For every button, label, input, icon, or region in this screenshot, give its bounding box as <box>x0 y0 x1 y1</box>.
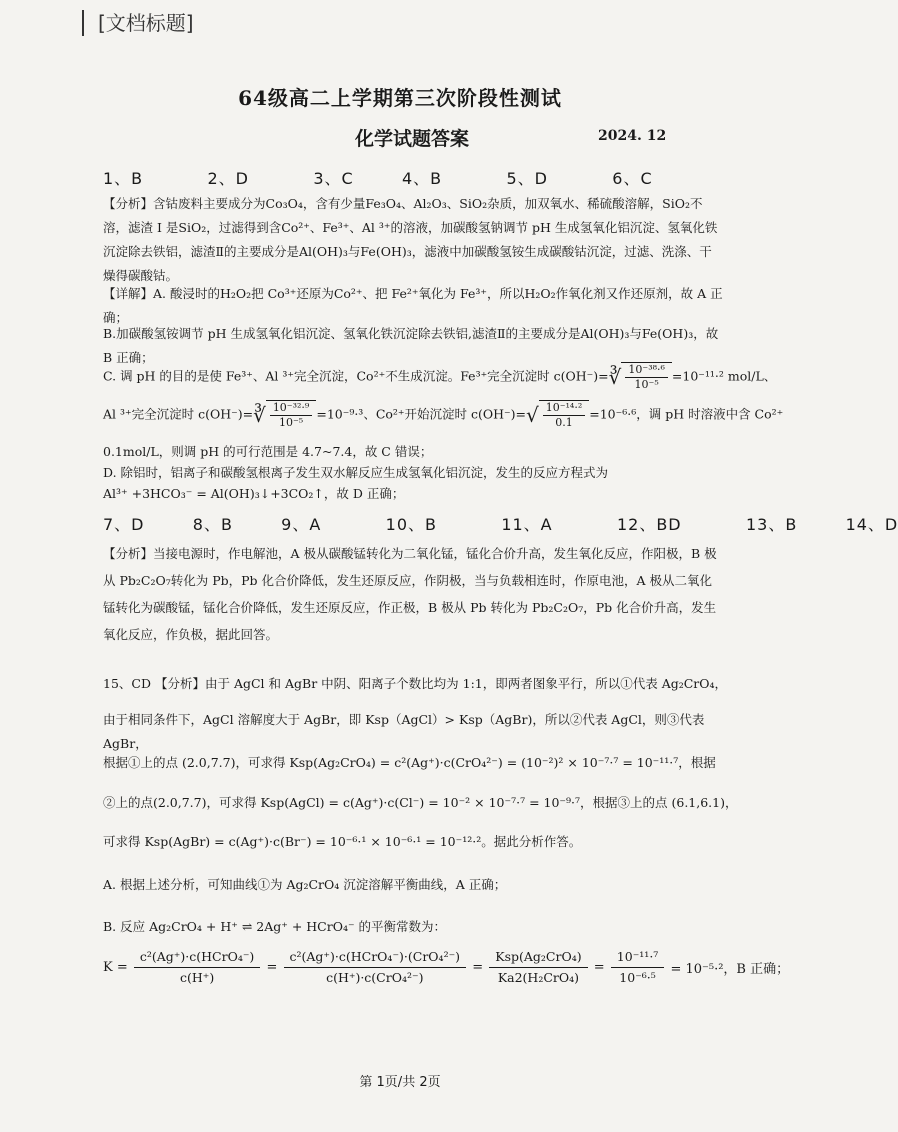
answers-7-14: 7、D 8、B 9、A 10、B 11、A 12、BD 13、B 14、D <box>103 515 898 534</box>
k-fraction-2 <box>284 947 467 988</box>
equals-sign: = <box>472 960 484 975</box>
exam-date: 2024. 12 <box>598 128 667 144</box>
fraction-denominator: 10⁻⁶·⁵ <box>619 970 656 985</box>
detail-paragraph-d: D. 除铝时，铝离子和碳酸氢根离子发生双水解反应生成氢氧化铝沉淀，发生的反应方程式为 <box>103 465 609 480</box>
k-result: = 10⁻⁵·²，B 正确； <box>670 962 790 977</box>
fraction-fe <box>625 363 668 392</box>
c-line1-end: =10⁻¹¹·² mol/L、 <box>671 368 777 384</box>
q15-line-1: 15、CD 【分析】由于 AgCl 和 AgBr 中阴、阳离子个数比均为 1:1，即两者图象平行，所以①代表 Ag₂CrO₄， <box>103 676 728 691</box>
equilibrium-constant-equation <box>103 947 789 1007</box>
fraction-numerator: Ksp(Ag₂CrO₄) <box>489 947 587 968</box>
page-footer: 第 1页/共 2页 <box>359 1075 441 1090</box>
answers-1-6: 1、B 2、D 3、C 4、B 5、D 6、C <box>103 169 653 188</box>
fraction-numerator: 10⁻¹⁴·² <box>543 401 586 416</box>
q15-line-2: 由于相同条件下，AgCl 溶解度大于 AgBr，即 Ksp（AgCl）> Ksp（AgBr)，所以②代表 AgCl，则③代表 AgBr， <box>103 712 705 751</box>
fraction-numerator: 10⁻¹¹·⁷ <box>611 947 665 968</box>
answer-subtitle: 化学试题答案 <box>355 128 470 150</box>
q15-line-4: ②上的点(2.0,7.7)，可求得 Ksp(AgCl) = c(Ag⁺)·c(Cl⁻) = 10⁻² × 10⁻⁷·⁷ = 10⁻⁹·⁷，根据③上的点 (6.1,6.1)， <box>103 795 738 810</box>
exam-title: 64级高二上学期第三次阶段性测试 <box>238 86 562 110</box>
c-line2-start: Al ³⁺完全沉淀时 c(OH⁻)= <box>103 406 254 422</box>
detail-paragraph-c-line2: Al ³⁺完全沉淀时 c(OH⁻)=∛ $\frac{\text{10⁻³²·⁹}}{\text{10⁻⁵}}$ =10⁻⁹·³、Co²⁺开始沉淀时 c(OH⁻)=√ $\frac{\text{10⁻¹⁴·²}}{0.1}$ =10⁻⁶·⁶，调 pH 时溶液中含 Co²⁺ <box>103 401 784 429</box>
q15-line-3: 根据①上的点 (2.0,7.7)，可求得 Ksp(Ag₂CrO₄) = c²(Ag⁺)·c(CrO₄²⁻) = (10⁻²)² × 10⁻⁷·⁷ = 10⁻¹¹·⁷，根据 <box>103 755 716 770</box>
k-lhs: K = <box>103 960 128 975</box>
detail-paragraph-c-line3: 0.1mol/L，则调 pH 的可行范围是 4.7~7.4，故 C 错误； <box>103 444 433 459</box>
k-fraction-1 <box>134 947 260 988</box>
fraction-co <box>543 401 586 430</box>
analysis-paragraph-1: 【分析】含钴废料主要成分为Co₃O₄，含有少量Fe₃O₄、Al₂O₃、SiO₂杂质，加双氧水、稀硫酸溶解，SiO₂不溶，滤渣 I 是SiO₂，过滤得到含Co²⁺、Fe³⁺、Al ³⁺的溶液，加碳酸氢钠调节 pH 生成氢氧化铝沉淀、氢氧化铁沉淀除去铁铝，滤渣Ⅱ的主要成分是Al(OH)₃与Fe(OH)₃，滤液中加碳酸氢铵生成碳酸钴沉淀，过滤、洗涤、干燥得碳酸钴。 <box>103 196 718 283</box>
fraction-denominator: Ka2(H₂CrO₄) <box>497 970 580 985</box>
equals-sign: = <box>593 960 605 975</box>
option-b-intro: B. 反应 Ag₂CrO₄ + H⁺ ⇌ 2Ag⁺ + HCrO₄⁻ 的平衡常数为： <box>103 919 447 934</box>
fraction-denominator: c(H⁺)·c(CrO₄²⁻) <box>326 970 424 985</box>
fraction-denominator: 10⁻⁵ <box>634 378 659 391</box>
fraction-numerator: 10⁻³⁸·⁶ <box>625 363 668 378</box>
q15-line-5: 可求得 Ksp(AgBr) = c(Ag⁺)·c(Br⁻) = 10⁻⁶·¹ × 10⁻⁶·¹ = 10⁻¹²·²。据此分析作答。 <box>103 834 582 849</box>
fraction-denominator: 10⁻⁵ <box>278 416 304 429</box>
subtitle-row <box>0 124 800 152</box>
fraction-al <box>270 401 313 430</box>
fraction-denominator: c(H⁺) <box>179 970 215 985</box>
k-fraction-3 <box>489 947 587 988</box>
c-line1-text: C. 调 pH 的目的是使 Fe³⁺、Al ³⁺完全沉淀，Co²⁺不生成沉淀。Fe³⁺完全沉淀时 c(OH⁻)= <box>103 368 609 384</box>
fraction-numerator: c²(Ag⁺)·c(HCrO₄⁻)·(CrO₄²⁻) <box>284 947 467 968</box>
fraction-numerator: 10⁻³²·⁹ <box>270 401 313 416</box>
fraction-numerator: c²(Ag⁺)·c(HCrO₄⁻) <box>134 947 260 968</box>
c-line2-mid: =10⁻⁹·³、Co²⁺开始沉淀时 c(OH⁻)= <box>316 406 526 422</box>
option-a: A. 根据上述分析，可知曲线①为 Ag₂CrO₄ 沉淀溶解平衡曲线，A 正确； <box>103 877 507 892</box>
fraction-denominator: 0.1 <box>555 416 573 429</box>
k-fraction-4 <box>611 947 665 988</box>
equals-sign: = <box>266 960 278 975</box>
detail-paragraph-c-line1: C. 调 pH 的目的是使 Fe³⁺、Al ³⁺完全沉淀，Co²⁺不生成沉淀。Fe³⁺完全沉淀时 c(OH⁻)=∛ $\frac{\text{10⁻³⁸·⁶}}{\text{10⁻⁵}}$ =10⁻¹¹·² mol/L、 <box>103 363 777 391</box>
detail-paragraph-a: 【详解】A. 酸浸时的H₂O₂把 Co³⁺还原为Co²⁺、把 Fe²⁺氧化为 Fe³⁺，所以H₂O₂作氧化剂又作还原剂，故 A 正确； <box>103 286 723 325</box>
detail-paragraph-b: B.加碳酸氢铵调节 pH 生成氢氧化铝沉淀、氢氧化铁沉淀除去铁铝,滤渣Ⅱ的主要成分是Al(OH)₃与Fe(OH)₃，故 B 正确； <box>103 326 719 365</box>
analysis-paragraph-2: 【分析】当接电源时，作电解池，A 极从碳酸锰转化为二氧化锰，锰化合价升高，发生氧化反应，作阳极，B 极从 Pb₂C₂O₇转化为 Pb，Pb 化合价降低，发生还原反应，作阴极，当与负载相连时，作原电池，A 极从二氧化锰转化为碳酸锰，锰化合价降低，发生还原反应，作正极，B 极从 Pb 转化为 Pb₂C₂O₇，Pb 化合价升高，发生氧化反应，作负极，据此回答。 <box>103 546 717 642</box>
detail-paragraph-d-equation: Al³⁺ +3HCO₃⁻ = Al(OH)₃↓+3CO₂↑，故 D 正确； <box>103 486 405 501</box>
c-line2-end: =10⁻⁶·⁶，调 pH 时溶液中含 Co²⁺ <box>589 406 784 422</box>
document-title-placeholder: [文档标题] <box>82 10 194 36</box>
